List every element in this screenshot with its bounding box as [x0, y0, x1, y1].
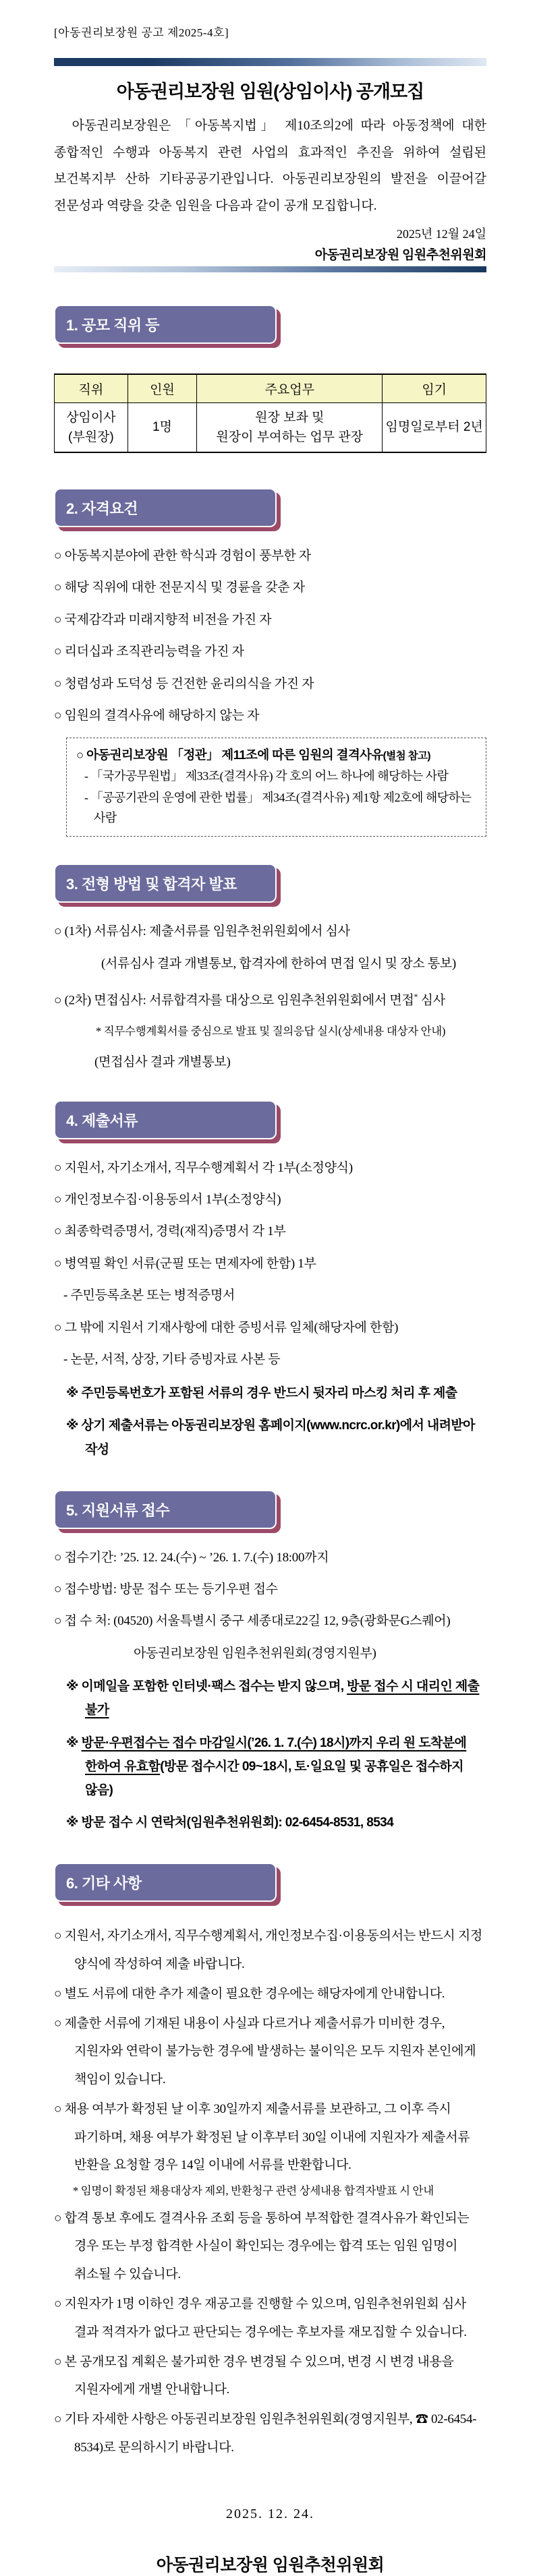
- section-6-body: [54, 1922, 486, 2462]
- col-count: 인원: [128, 374, 196, 403]
- screening-item-2-tail: 심사: [418, 993, 445, 1008]
- receipt-period: ○ 접수기간: ’25. 12. 24.(수) ~ ’26. 1. 7.(수) 18:00까지: [54, 1550, 329, 1565]
- screening-item-1-note: (서류심사 결과 개별통보, 합격자에 한하여 면접 일시 및 장소 통보): [101, 956, 456, 971]
- screening-item-1: ○ (1차) 서류심사: 제출서류를 임원추천위원회에서 심사: [54, 924, 350, 939]
- etc-item: ○ 제출한 서류에 기재된 내용이 사실과 다르거나 제출서류가 미비한 경우, 지원자와 연락이 불가능한 경우에 발생하는 불이익은 모두 지원자 본인에게 책임이 있습니다.: [54, 2016, 476, 2087]
- section-6: [54, 1863, 486, 1902]
- deadline-note-prefix: ※: [66, 1735, 82, 1750]
- receipt-address-line2: 아동권리보장원 임원추천위원회(경영지원부): [134, 1646, 376, 1660]
- etc-item: ○ 본 공개모집 계획은 불가피한 경우 변경될 수 있으며, 변경 시 변경 내용을 지원자에게 개별 안내합니다.: [54, 2354, 454, 2397]
- announcement-date: 2025년 12월 24일: [396, 227, 486, 241]
- deadline-note-suffix: (방문 접수시간 09~18시, 토·일요일 및 공휴일은 접수하지 않음): [85, 1759, 463, 1797]
- qualification-item: ○ 임원의 결격사유에 해당하지 않는 자: [54, 709, 260, 723]
- section-1: [54, 305, 486, 344]
- page-title: 아동권리보장원 임원(상임이사) 공개모집: [116, 82, 424, 102]
- notice-number: [아동권리보장원 공고 제2025-4호]: [54, 26, 229, 39]
- no-email-note: [66, 1675, 486, 1722]
- section-4-heading: 4. 제출서류: [54, 1100, 277, 1139]
- section-2-body: [54, 546, 486, 837]
- receipt-address: ○ 접 수 처: (04520) 서울특별시 중구 세종대로22길 12, 9층(광화문G스퀘어): [54, 1614, 451, 1629]
- section-5-body: [54, 1548, 486, 1834]
- no-email-note-text: ※ 이메일을 포함한 인터넷·팩스 접수는 받지 않으며,: [66, 1679, 347, 1694]
- section-3-body: [54, 922, 486, 1073]
- submit-doc-item: ○ 지원서, 자기소개서, 직무수행계획서 각 1부(소정양식): [54, 1160, 353, 1175]
- qualification-item: ○ 청렴성과 도덕성 등 건전한 윤리의식을 가진 자: [54, 676, 314, 691]
- disqualification-box-title: [76, 745, 478, 765]
- submit-doc-item: ○ 그 밖에 지원서 기재사항에 대한 증빙서류 일체(해당자에 한함): [54, 1320, 399, 1335]
- footer-date: 2025. 12. 24.: [226, 2506, 314, 2521]
- submit-doc-item: ○ 최종학력증명서, 경력(재직)증명서 각 1부: [54, 1224, 286, 1239]
- etc-item: ○ 합격 통보 후에도 결격사유 조회 등을 통하여 부적합한 결격사유가 확인되는 경우 또는 부정 합격한 사실이 확인되는 경우에는 합격 또는 임원 임명이 취소될 수 있습니다.: [54, 2211, 470, 2282]
- section-2: [54, 488, 486, 527]
- visit-contact-note: ※ 방문 접수 시 연락처(임원추천위원회): 02-6454-8531, 8534: [66, 1815, 394, 1830]
- etc-item: ○ 기타 자세한 사항은 아동권리보장원 임원추천위원회(경영지원부, ☎ 02-6454-8534)로 문의하시기 바랍니다.: [54, 2412, 477, 2455]
- section-1-heading: 1. 공모 직위 등: [54, 305, 277, 344]
- etc-item: ○ 지원자가 1명 이하인 경우 재공고를 진행할 수 있으며, 임원추천위원회 심사 결과 적격자가 없다고 판단되는 경우에는 후보자를 재모집할 수 있습니다.: [54, 2297, 467, 2339]
- section-2-heading: 2. 자격요건: [54, 488, 277, 527]
- header-divider-bar-2: [54, 266, 486, 272]
- receipt-method: ○ 접수방법: 방문 접수 또는 등기우편 접수: [54, 1582, 278, 1597]
- submit-doc-item: ○ 병역필 확인 서류(군필 또는 면제자에 한함) 1부: [54, 1256, 316, 1271]
- section-4-body: [54, 1158, 486, 1462]
- qualification-item: ○ 리더십과 조직관리능력을 가진 자: [54, 645, 244, 659]
- screening-item-2: [54, 990, 486, 1011]
- disqualification-item: - 「공공기관의 운영에 관한 법률」 제34조(결격사유) 제1항 제2호에 해당하는 사람: [84, 790, 472, 825]
- deadline-note: [66, 1731, 486, 1802]
- no-email-note-underline: 방문 접수 시 대리인 제출 불가: [85, 1679, 480, 1718]
- screening-item-2-star-note: * 직무수행계획서를 중심으로 발표 및 질의응답 실시(상세내용 대상자 안내): [96, 1024, 446, 1038]
- disqualification-box: [66, 738, 486, 837]
- footer-org: 아동권리보장원 임원추천위원회: [156, 2555, 385, 2575]
- col-position: 직위: [55, 374, 128, 403]
- etc-item: ○ 지원서, 자기소개서, 직무수행계획서, 개인정보수집·이용동의서는 반드시 지정 양식에 작성하여 제출 바랍니다.: [54, 1929, 482, 1971]
- qualification-item: ○ 해당 직위에 대한 전문지식 및 경륜을 갖춘 자: [54, 580, 305, 595]
- screening-item-2-note: (면접심사 결과 개별통보): [94, 1055, 231, 1070]
- qualification-item: ○ 국제감각과 미래지향적 비전을 가진 자: [54, 612, 272, 627]
- duty-line2: 원장이 부여하는 업무 관장: [216, 430, 364, 445]
- submit-doc-item: ○ 개인정보수집·이용동의서 1부(소정양식): [54, 1192, 281, 1207]
- download-note: ※ 상기 제출서류는 아동권리보장원 홈페이지(www.ncrc.or.kr)에서 내려받아 작성: [66, 1418, 475, 1457]
- announcement-org: 아동권리보장원 임원추천위원회: [314, 248, 486, 263]
- position-table: [54, 373, 486, 453]
- col-duty: 주요업무: [197, 374, 383, 403]
- section-4: [54, 1100, 486, 1139]
- etc-item: ○ 별도 서류에 대한 추가 제출이 필요한 경우에는 해당자에게 안내합니다.: [54, 1986, 445, 2001]
- table-header-row: [55, 374, 486, 403]
- deadline-note-underline: 방문·우편접수는 접수 마감일시(’26. 1. 7.(수) 18시)까지 우리 원 도착분에 한하여 유효함: [81, 1735, 467, 1774]
- cell-position: [55, 403, 128, 453]
- disqualification-title-small: (별첨 참고): [383, 750, 430, 762]
- col-term: 임기: [383, 374, 486, 403]
- disqualification-item: - 「국가공무원법」 제33조(결격사유) 각 호의 어느 하나에 해당하는 사람: [84, 769, 449, 783]
- return-note: * 임명이 확정된 채용대상자 제외, 반환청구 관련 상세내용 합격자발표 시 안내: [73, 2184, 434, 2198]
- table-row: [55, 403, 486, 453]
- cell-count: 1명: [128, 403, 196, 453]
- header-divider-bar: [54, 58, 486, 66]
- cell-duty: [197, 403, 383, 453]
- submit-doc-subitem: - 논문, 서적, 상장, 기타 증빙자료 사본 등: [63, 1352, 281, 1367]
- etc-item: ○ 채용 여부가 확정된 날 이후 30일까지 제출서류를 보관하고, 그 이후 즉시 파기하며, 채용 여부가 확정된 날 이후부터 30일 이내에 지원자가 제출서류 반환을 요청할 경우 14일 이내에 서류를 반환합니다.: [54, 2101, 470, 2173]
- submit-doc-subitem: - 주민등록초본 또는 병적증명서: [63, 1288, 235, 1303]
- qualification-item: ○ 아동복지분야에 관한 학식과 경험이 풍부한 자: [54, 549, 311, 564]
- position-line2: (부원장): [68, 430, 114, 445]
- section-3: [54, 864, 486, 903]
- intro-paragraph: 아동권리보장원은 「아동복지법」 제10조의2에 따라 아동정책에 대한 종합적인 수행과 아동복지 관련 사업의 효과적인 추진을 위하여 설립된 보건복지부 산하 기타공공기관입니다. 아동권리보장원의 발전을 이끌어갈 전문성과 역량을 갖춘 임원을 다음과 같이 공개 모집합니다.: [54, 119, 486, 213]
- disqualification-title-text: ○ 아동권리보장원 「정관」 제11조에 따른 임원의 결격사유: [76, 748, 383, 762]
- duty-line1: 원장 보좌 및: [255, 410, 325, 425]
- section-5: [54, 1490, 486, 1529]
- position-line1: 상임이사: [66, 410, 116, 425]
- screening-item-2-text: ○ (2차) 면접심사: 서류합격자를 대상으로 임원추천위원회에서 면접: [54, 993, 414, 1008]
- masking-note: ※ 주민등록번호가 포함된 서류의 경우 반드시 뒷자리 마스킹 처리 후 제출: [66, 1386, 457, 1401]
- section-5-heading: 5. 지원서류 접수: [54, 1490, 277, 1529]
- section-6-heading: 6. 기타 사항: [54, 1863, 277, 1902]
- section-3-heading: 3. 전형 방법 및 합격자 발표: [54, 864, 277, 903]
- cell-term: 임명일로부터 2년: [383, 403, 486, 453]
- asterisk-superscript: *: [414, 992, 418, 1002]
